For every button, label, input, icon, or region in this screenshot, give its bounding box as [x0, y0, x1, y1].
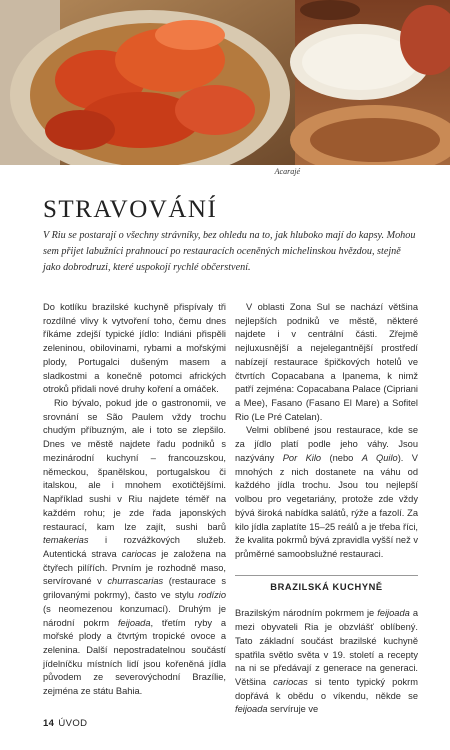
section-heading: BRAZILSKÁ KUCHYNĚ: [235, 575, 418, 595]
section-label: ÚVOD: [58, 718, 88, 729]
page-footer: [43, 718, 87, 729]
chapter-title: STRAVOVÁNÍ: [43, 196, 218, 223]
acaraje-photo-image: [0, 0, 450, 165]
food-photo: [0, 0, 450, 165]
paragraph: Brazilským národním pokrmem je feijoada a mezi obyvateli Ria je obzvlášť oblíbený. Tato základní součást brazilské kuchyně spatřila světlo světa v 19. století a recepty na ni se předávají z generace na generaci. Většina cariocas si tento typický pokrm dopřává k obědu o víkendu, někde se feijoada servíruje ve: [235, 608, 418, 715]
left-column: [43, 301, 226, 699]
paragraph: V oblasti Zona Sul se nachází většina nejlepších podniků ve městě, některé najdete i v centrální části. Zřejmě nejluxusnější a nejelegantnější prostředí nabízejí restaurace špičkových hotelů ve čtvrtích Copacabana a Ipanema, k nimž patří zejména: Copacabana Palace (Cipriani a Mee), Fasano (Fasano El Mare) a Sofitel Rio (Le Pré Catelan).: [235, 302, 418, 422]
chapter-intro: V Riu se postarají o všechny strávníky, bez ohledu na to, jak hluboko mají do kapsy. Mohou sem přijet labužníci prahnoucí po restauracích oceněných michelinskou hvězdou, stejně jako dobrodruzi, které uspokojí rychlé občerstvení.: [43, 230, 416, 273]
paragraph: Velmi oblíbené jsou restaurace, kde se za jídlo platí podle jeho váhy. Jsou nazývány Por Kilo (nebo A Quilo). V mnohých z nich dostanete na váhu od každého jídla trochu. Jsou tou nejlepší volbou pro vegetariány, protože zde vždy bývá široká nabídka salátů, rýže a fazolí. Za kilo jídla zaplatíte 15–25 reálů a je třeba říci, že kvalita pokrmů bývá zpravidla vyšší než v průměrné samoobslužné restauraci.: [235, 425, 418, 559]
right-column: [235, 301, 418, 717]
paragraph: Rio bývalo, pokud jde o gastronomii, ve srovnání se São Paulem vždy trochu chudým příbuzným, ale i toto se zlepšilo. Dnes ve městě najdete řadu podniků s mezinárodní kuchyní – francouzskou, německou, španělskou, portugalskou či italskou, ale i mnohem exotičtějšími. Například sushi v Riu najdete téměř na každém rohu; je zde řada japonských restaurací, kam lze zajít, sushi barů temakerias i rozvážkových služeb. Autentická strava cariocas je založena na čtyřech pilířích. Prvním je rozhodně maso, servírované v churrascarias (restaurace s grilovanými pokrmy), často ve stylu rodízio (s neomezenou konzumací). Druhým je národní pokrm feijoada, třetím ryby a mořské plody a čtvrtým tropické ovoce a zelenina. Další nepostradatelnou součástí jídelníčku místních lidí jsou kořeněná jídla původem ze severovýchodní Brazílie, zejména ze státu Bahia.: [43, 398, 226, 697]
photo-caption: Acarajé: [274, 167, 300, 176]
page-number: 14: [43, 718, 55, 729]
paragraph: Do kotlíku brazilské kuchyně přispívaly tři rozdílné vlivy k vytvoření toho, čemu dnes říkáme zdejší typické jídlo: Indiáni přispěli zeleninou, obilovinami, rybami a mořskými plody, Portugalci dušeným masem a sladkostmi a konečně potomci afrických otroků přidali nové druhy koření a omáček.: [43, 302, 226, 395]
